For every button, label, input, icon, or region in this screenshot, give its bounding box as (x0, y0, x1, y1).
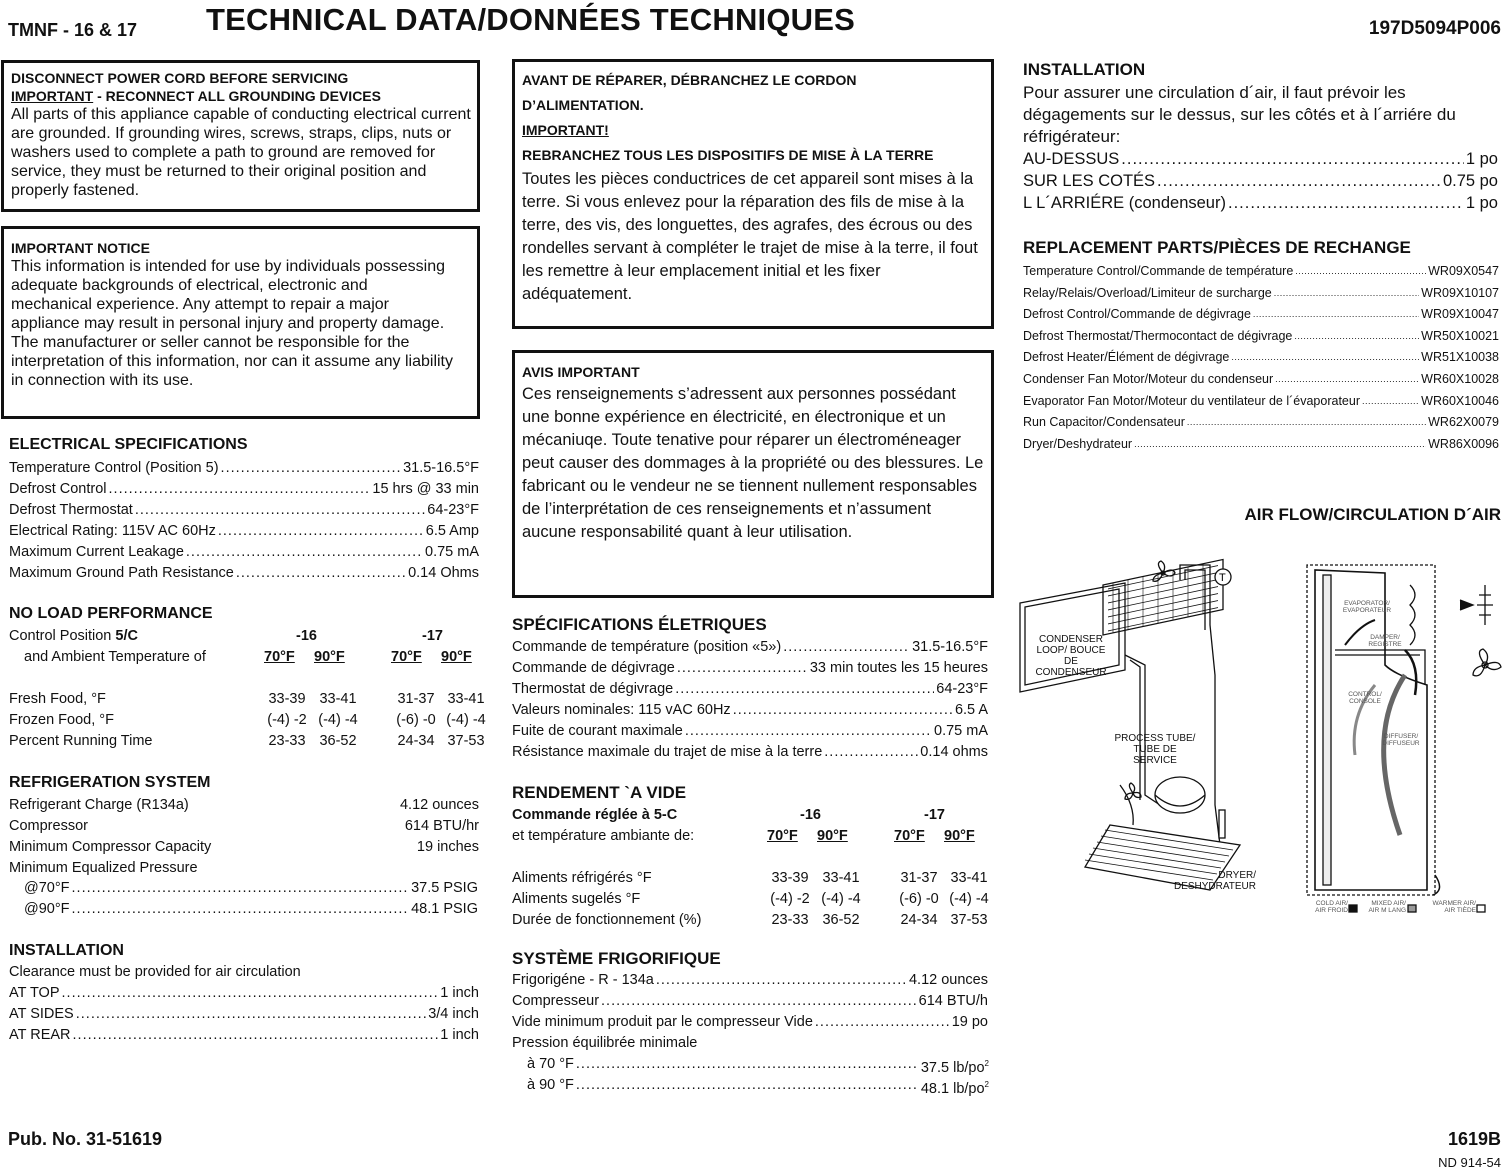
part-number: WR09X0547 (1428, 264, 1499, 278)
spec-row (9, 795, 479, 815)
page-title: TECHNICAL DATA/DONNÉES TECHNIQUES (206, 2, 856, 37)
spec-value: 6.5 Amp (425, 523, 479, 539)
spec-value: 1 inch (440, 1027, 479, 1043)
install-intro-fr: Pour assurer une circulation d´air, il faut prévoir les dégagements sur le dessus, sur les côtés et à l´arriére du réfrigérateur: (1023, 83, 1456, 146)
spec-value: 19 po (951, 1014, 988, 1030)
min-eq-pressure-en: Minimum Equalized Pressure (9, 860, 198, 876)
damper-label: DAMPER/ REGISTRE (1368, 634, 1402, 648)
spec-label: Frigorigéne - R - 134a (512, 972, 654, 988)
t70-17: 70°F (391, 649, 422, 665)
spec-value: 33 min toutes les 15 heures (809, 660, 988, 676)
spec-label: Compresseur (512, 993, 600, 1009)
spec-row (9, 500, 479, 520)
part-number: WR60X10028 (1421, 372, 1499, 386)
part-row (1023, 326, 1499, 348)
diffuser-label: DIFFUSER/ DIFFUSEUR (1382, 733, 1420, 747)
noload-table-fr (512, 805, 990, 933)
perf-label: Fresh Food, °F (9, 691, 106, 707)
spec-row (9, 1004, 479, 1024)
spec-label: Temperature Control (Position 5) (9, 460, 219, 476)
p90-row-fr: à 90 °F ..... 48.1 $lb/po^2$ (527, 1075, 989, 1099)
warning-fr-line1: AVANT DE RÉPARER, DÉBRANCHEZ LE CORDON (522, 72, 857, 88)
warning-body: All parts of this appliance capable of conducting electrical current are grounded. If grounding wires, screws, straps, clips, nuts or washers used to complete a path to ground are removed for service, they must be returned to their original position and properly fastened. (11, 106, 471, 199)
t90-17-fr: 90°F (944, 828, 975, 844)
spec-value: 0.75 mA (934, 723, 988, 739)
noload-table-en (9, 626, 486, 754)
legend-cold-label: COLD AIR/ AIR FROID (1315, 900, 1348, 914)
min-eq-pressure-fr: Pression équilibrée minimale (512, 1035, 698, 1051)
spec-label: AT REAR (9, 1027, 71, 1043)
spec-label: Commande de dégivrage (512, 660, 675, 676)
t70-16-fr: 70°F (767, 828, 798, 844)
part-name: Relay/Relais/Overload/Limiteur de surcharge (1023, 285, 1272, 300)
spec-label: Defrost Control (9, 481, 107, 497)
part-name: Defrost Heater/Élément de dégivrage (1023, 350, 1230, 365)
perf-value: (-4) -4 (318, 712, 358, 728)
perf-value: 33-41 (447, 691, 485, 707)
perf-value: 31-37 (900, 870, 938, 886)
perf-value: 31-37 (397, 691, 435, 707)
pub-number: Pub. No. 31-51619 (8, 1129, 163, 1149)
part-row (1023, 391, 1499, 413)
spec-row (512, 700, 988, 720)
install-title-fr: INSTALLATION (1023, 60, 1146, 79)
part-number: WR09X10107 (1421, 285, 1499, 300)
spec-row (512, 637, 988, 657)
dryer-label: DRYER/ DESHYDRATEUR (1173, 870, 1256, 892)
spec-row (512, 742, 988, 762)
spec-label: Refrigerant Charge (R134a) (9, 797, 189, 813)
ambient-label: and Ambient Temperature of (24, 649, 206, 665)
perf-value: 24-34 (397, 733, 435, 749)
notice-box-fr (512, 350, 994, 598)
spec-value: 15 hrs @ 33 min (372, 481, 479, 497)
legend-warm-label: WARMER AIR/ AIR TIÈDE (1432, 900, 1476, 914)
airflow-diagram (1015, 555, 1505, 920)
spec-label: Commande de température (position «5») (512, 639, 782, 655)
perf-value: 33-39 (771, 870, 809, 886)
perf-value: (-6) -0 (899, 891, 939, 907)
spec-value: 4.12 ounces (399, 797, 479, 813)
part-name: Run Capacitor/Condensateur (1023, 415, 1185, 430)
spec-label: AT TOP (9, 985, 60, 1001)
warning-box-fr (512, 59, 994, 329)
electrical-title-fr: SPÉCIFICATIONS ÉLETRIQUES (512, 615, 767, 634)
perf-value: 36-52 (822, 912, 860, 928)
install-row: SUR LES COTÉS ..... 0.75 po (1023, 170, 1498, 192)
spec-row (9, 816, 479, 836)
perf-value: (-4) -4 (949, 891, 989, 907)
spec-value: 0.75 mA (425, 544, 479, 560)
t90-16-fr: 90°F (817, 828, 848, 844)
perf-label: Durée de fonctionnement (%) (512, 912, 702, 928)
install-row: L L´ARRIÉRE (condenseur) ..... 1 po (1023, 192, 1498, 214)
perf-value: 24-34 (900, 912, 938, 928)
noload-title-en: NO LOAD PERFORMANCE (9, 605, 213, 622)
thermostat-mark: T (1219, 572, 1226, 584)
notice-body: This information is intended for use by individuals possessing adequate backgrounds of electrical, electronic and mechanical experience. Any attempt to repair a major appliance may result in personal injury and property damage. The manufacturer or seller cannot be responsible for the interpretation of this information, nor can it assume any liability in connection with its use. (11, 258, 453, 389)
perf-value: (-4) -4 (821, 891, 861, 907)
spec-label: AT SIDES (9, 1006, 74, 1022)
part-name: Dryer/Deshydrateur (1023, 436, 1133, 451)
spec-label: Résistance maximale du trajet de mise à la terre (512, 744, 823, 760)
perf-value: 33-41 (950, 870, 988, 886)
warning-fr-line2: D’ALIMENTATION. (522, 97, 644, 113)
perf-label: Aliments sugelés °F (512, 891, 641, 907)
part-name: Defrost Control/Commande de dégivrage (1023, 307, 1251, 322)
spec-label: Defrost Thermostat (9, 502, 133, 518)
notice-fr-body: Ces renseignements s’adressent aux personnes possédant une bonne expérience en électricité, en électronique et un mécaniuqe. Toute tenative pour réparer un électroméneager peut causer des dommages à la propriété ou des blessures. Le fabricant ou le vendeur ne se tiennent nullement responsables de l’interprétation de ces renseignements et n’assument aucune responsabilité quant à leur utilisation. (522, 385, 984, 541)
warning-line2: IMPORTANT - RECONNECT ALL GROUNDING DEVICES (11, 88, 381, 104)
part-row (1023, 304, 1499, 326)
perf-value: (-6) -0 (396, 712, 436, 728)
spec-value: 614 BTU/h (918, 993, 988, 1009)
part-row (1023, 369, 1499, 391)
spec-value: 64-23°F (936, 681, 988, 697)
spec-value: 6.5 A (954, 702, 988, 718)
noload-title-fr: RENDEMENT `A VIDE (512, 783, 687, 802)
airflow-title: AIR FLOW/CIRCULATION D´AIR (1244, 505, 1501, 524)
t90-16: 90°F (314, 649, 345, 665)
spec-row (512, 679, 988, 699)
p70-row-en: @70°F ..... 37.5 PSIG (24, 878, 478, 898)
perf-value: 37-53 (950, 912, 988, 928)
spec-row (9, 521, 479, 541)
spec-row (9, 542, 479, 562)
model16-header-fr: -16 (800, 807, 821, 823)
spec-value: 1 inch (440, 985, 479, 1001)
perf-value: 33-41 (319, 691, 357, 707)
control-label-fr: Commande réglée à 5-C (512, 807, 678, 823)
part-name: Defrost Thermostat/Thermocontact de dégivrage (1023, 328, 1293, 343)
spec-label: Thermostat de dégivrage (512, 681, 674, 697)
condenser-label: CONDENSER LOOP/ BOUCE DE CONDENSEUR (1035, 634, 1107, 678)
refrig-title-en: REFRIGERATION SYSTEM (9, 774, 211, 791)
spec-label: Vide minimum produit par le compresseur Vide (512, 1014, 813, 1030)
process-tube-label: PROCESS TUBE/ TUBE DE SERVICE (1114, 733, 1196, 766)
notice-box-en (1, 226, 480, 419)
part-row (1023, 283, 1499, 305)
spec-row (9, 1025, 479, 1045)
control-label: CONTROL/ CONSOLE (1348, 691, 1382, 705)
perf-label: Aliments réfrigérés °F (512, 870, 652, 886)
part-name: Evaporator Fan Motor/Moteur du ventilateur de l´évaporateur (1023, 393, 1360, 408)
spec-value: 614 BTU/hr (404, 818, 479, 834)
spec-value: 4.12 ounces (908, 972, 988, 988)
part-number: WR50X10021 (1421, 328, 1499, 343)
spec-value: 64-23°F (427, 502, 479, 518)
spec-label: Fuite de courant maximale (512, 723, 683, 739)
part-name: Condenser Fan Motor/Moteur du condenseur (1023, 372, 1274, 386)
spec-value: 3/4 inch (428, 1006, 479, 1022)
p90-row-en: @90°F ..... 48.1 PSIG (24, 899, 478, 919)
spec-row (512, 658, 988, 678)
part-number: WR62X0079 (1428, 415, 1499, 430)
spec-value: 31.5-16.5°F (912, 639, 988, 655)
perf-value: (-4) -2 (770, 891, 810, 907)
perf-value: 33-41 (822, 870, 860, 886)
spec-label: Valeurs nominales: 115 vAC 60Hz (512, 702, 731, 718)
perf-label: Frozen Food, °F (9, 712, 114, 728)
spec-label: Minimum Compressor Capacity (9, 839, 212, 855)
part-number: WR51X10038 (1421, 350, 1499, 365)
t90-17: 90°F (441, 649, 472, 665)
spec-value: 0.14 Ohms (408, 565, 479, 581)
revision-code: 1619B (1447, 1129, 1501, 1149)
p70-row-fr: à 70 °F ..... 37.5 $lb/po^2$ (527, 1054, 989, 1078)
spec-label: Maximum Current Leakage (9, 544, 184, 560)
electrical-title-en: ELECTRICAL SPECIFICATIONS (9, 436, 248, 453)
perf-value: 23-33 (771, 912, 809, 928)
spec-row (512, 970, 988, 990)
notice-heading: IMPORTANT NOTICE (11, 240, 150, 256)
perf-value: (-4) -2 (267, 712, 307, 728)
install-title-en: INSTALLATION (9, 942, 124, 959)
warning-fr-body: Toutes les pièces conductrices de cet appareil sont mises à la terre. Si vous enlevez pour la réparation des fils de mise à la terre, des vis, des longuettes, des agrafes, des écrous ou des rondelles servant à compléter le trajet de mise à la terre, il fout les remettre à leur emplacement initial et les fixer adéquatement. (522, 170, 978, 303)
part-row (1023, 347, 1499, 369)
perf-value: 36-52 (319, 733, 357, 749)
t70-17-fr: 70°F (894, 828, 925, 844)
model16-header: -16 (296, 628, 317, 644)
part-number: WR60X10046 (1421, 393, 1499, 408)
spec-label: Maximum Ground Path Resistance (9, 565, 234, 581)
refrigeration-loop-diagram (1020, 559, 1240, 890)
spec-row (512, 721, 988, 741)
spec-value: 19 inches (416, 839, 479, 855)
warning-fr-line3: IMPORTANT! (522, 122, 609, 138)
perf-value: (-4) -4 (446, 712, 486, 728)
parts-title: REPLACEMENT PARTS/PIÈCES DE RECHANGE (1023, 238, 1411, 257)
spec-label: Compressor (9, 818, 88, 834)
install-row: AU-DESSUS ..... 1 po (1023, 148, 1498, 170)
spec-value: 0.14 ohms (920, 744, 988, 760)
part-code: 197D5094P006 (1368, 18, 1501, 39)
spec-label: Electrical Rating: 115V AC 60Hz (9, 523, 216, 539)
part-row (1023, 412, 1499, 434)
legend-mixed-label: MIXED AIR/ AIR M LANG (1368, 900, 1406, 914)
spec-value: 31.5-16.5°F (403, 460, 479, 476)
spec-row (9, 479, 479, 499)
t70-16: 70°F (264, 649, 295, 665)
part-number: WR86X0096 (1428, 436, 1499, 451)
part-name: Temperature Control/Commande de température (1023, 264, 1294, 278)
spec-row (9, 983, 479, 1003)
ambient-label-fr: et température ambiante de: (512, 828, 695, 844)
warning-fr-line4: REBRANCHEZ TOUS LES DISPOSITIFS DE MISE À LA TERRE (522, 147, 934, 163)
spec-row (9, 458, 479, 478)
control-position-label: Control Position 5/C (9, 628, 138, 644)
model-label: TMNF - 16 & 17 (8, 20, 138, 40)
refrig-title-fr: SYSTÈME FRIGORIFIQUE (512, 949, 721, 968)
part-number: WR09X10047 (1421, 307, 1499, 322)
warning-line1: DISCONNECT POWER CORD BEFORE SERVICING (11, 70, 349, 86)
model17-header: -17 (422, 628, 443, 644)
model17-header-fr: -17 (924, 807, 945, 823)
part-row (1023, 434, 1499, 456)
perf-value: 33-39 (268, 691, 306, 707)
perf-value: 37-53 (447, 733, 485, 749)
spec-row (512, 991, 988, 1011)
nd-code: ND 914-54 (1438, 1155, 1501, 1170)
warning-box-en (1, 60, 480, 212)
spec-row (9, 837, 479, 857)
evaporator-label: EVAPORATOR/ EVAPORATEUR (1342, 600, 1392, 614)
spec-row (9, 563, 479, 583)
notice-fr-heading: AVIS IMPORTANT (522, 364, 640, 380)
perf-value: 23-33 (268, 733, 306, 749)
part-row (1023, 261, 1499, 283)
perf-label: Percent Running Time (9, 733, 153, 749)
spec-row (512, 1012, 988, 1032)
install-intro-en: Clearance must be provided for air circulation (9, 964, 301, 980)
